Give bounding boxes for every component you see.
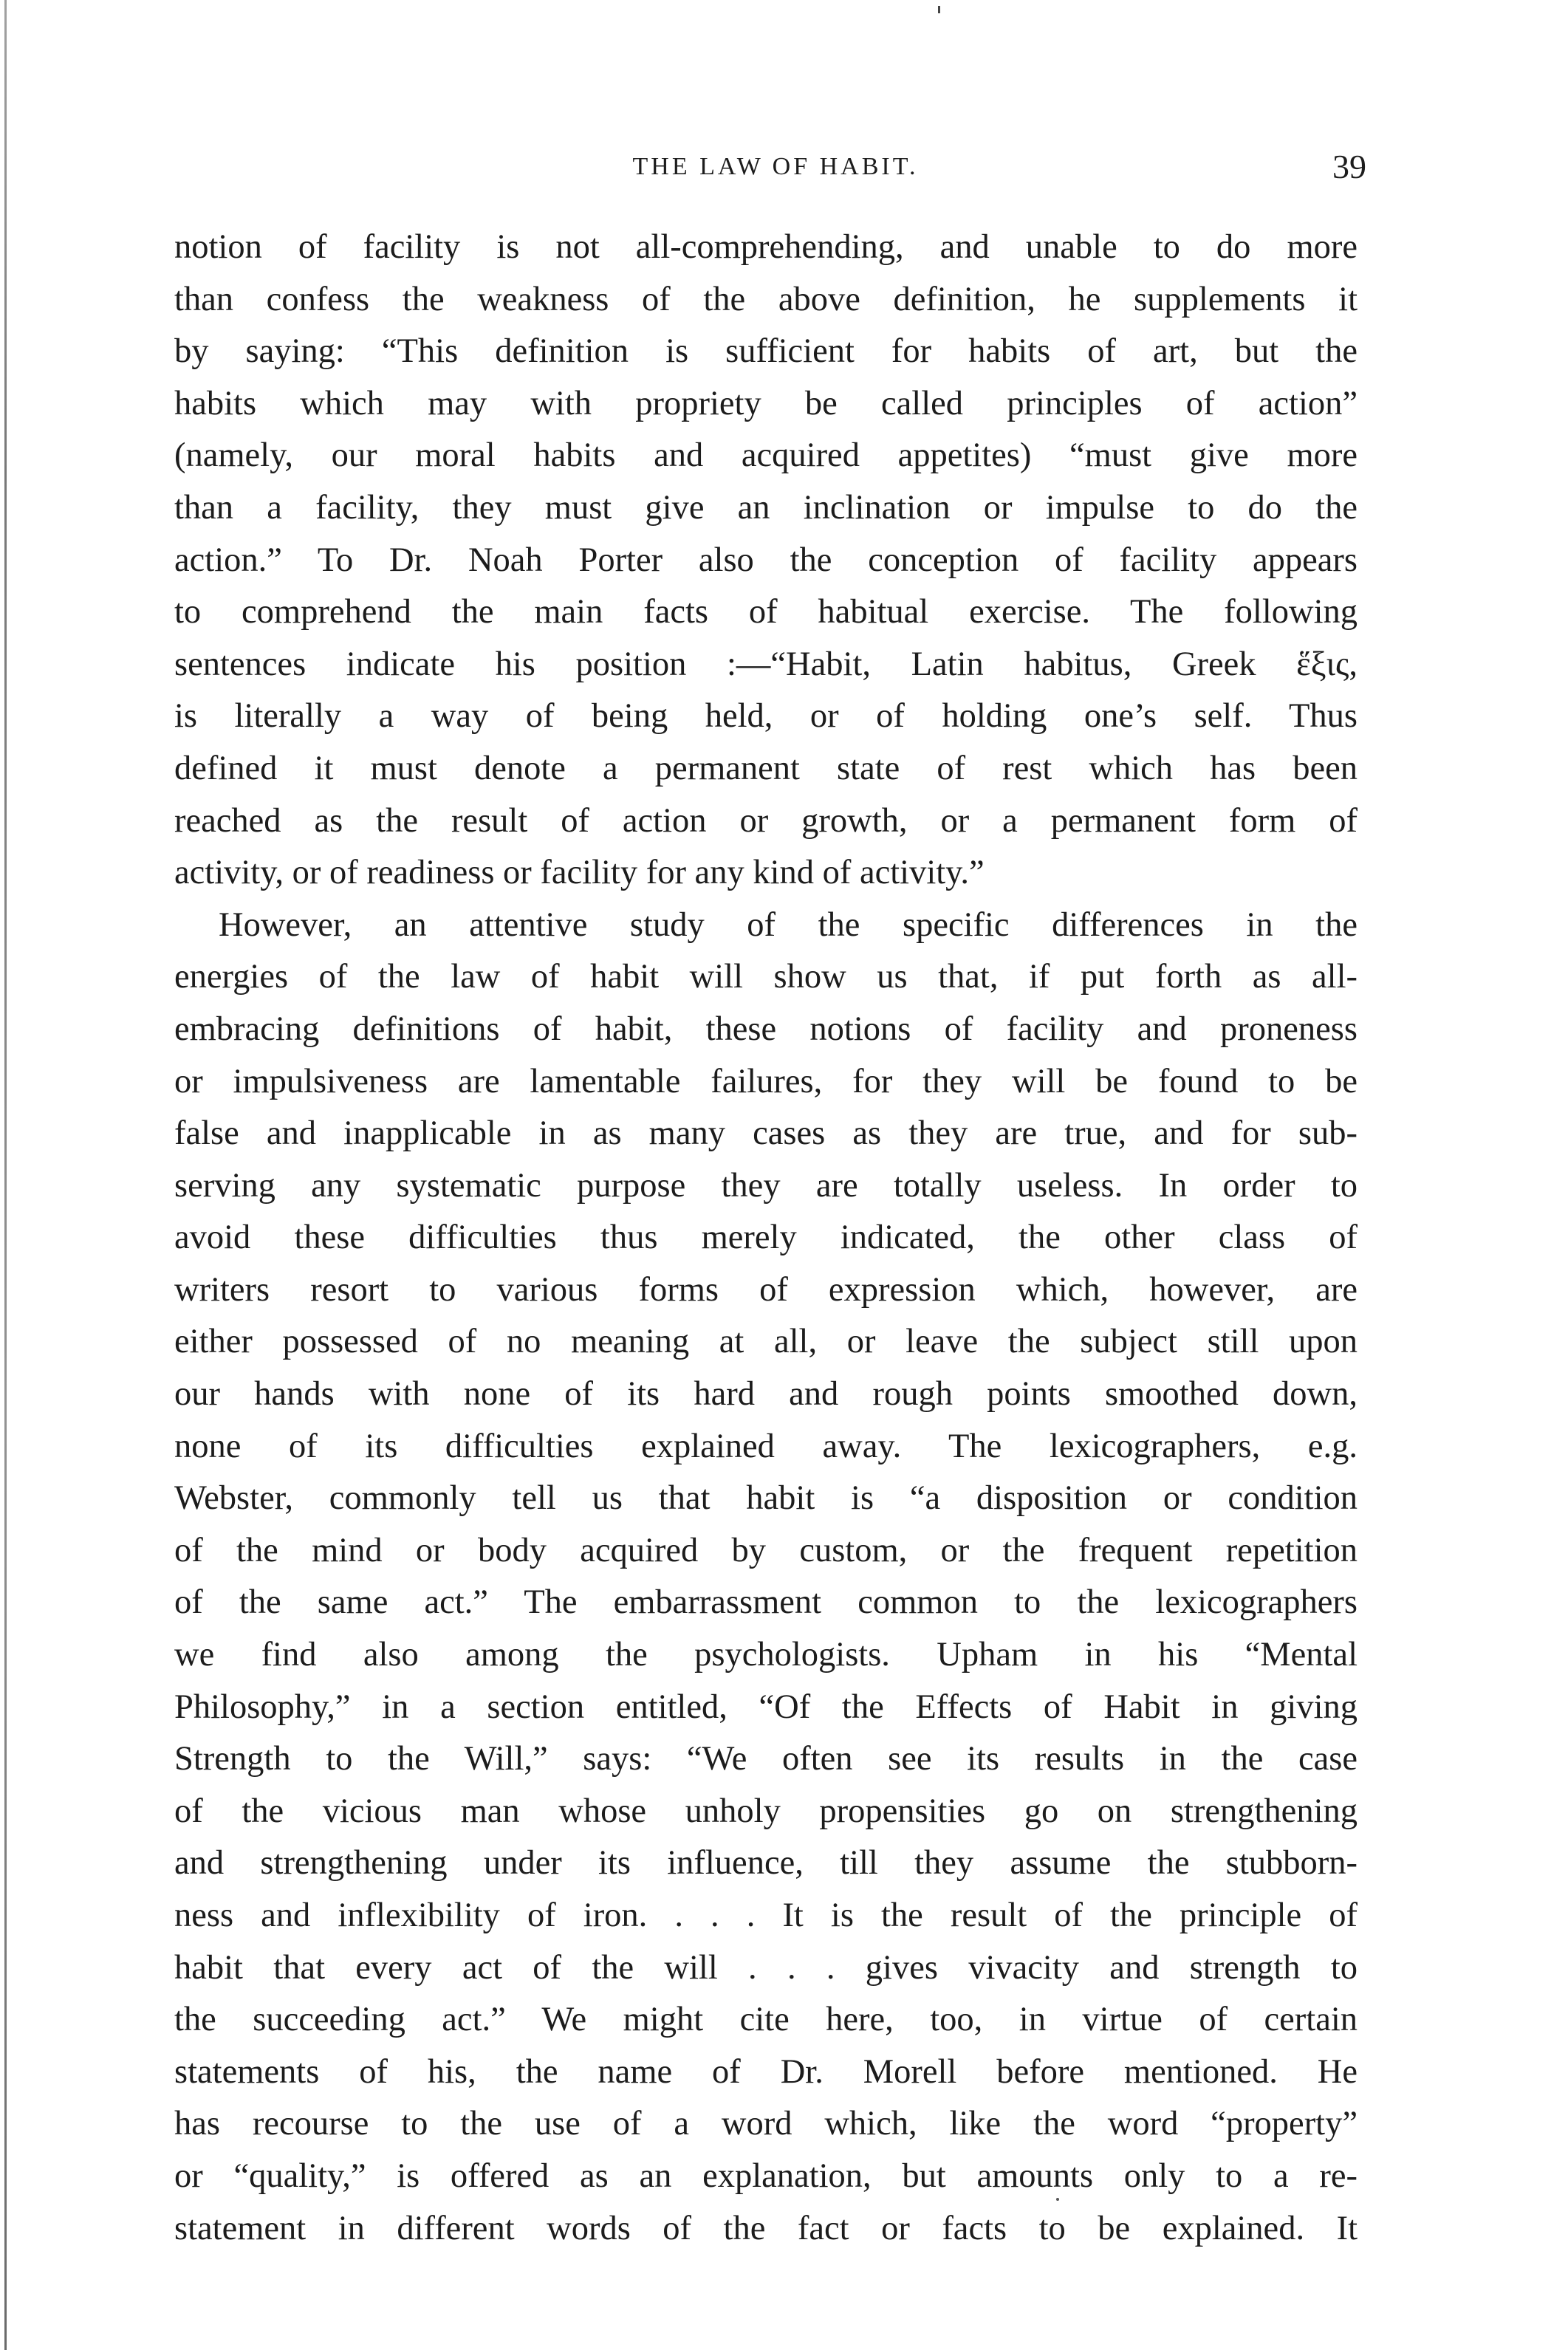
text-line: or “quality,” is offered as an explanation, but amounts only to a re- [174,2157,1358,2195]
text-line: of the vicious man whose unholy propensities go on strengthening [174,1792,1358,1830]
text-line: serving any systematic purpose they are totally useless. In order to [174,1166,1358,1205]
body-text [174,222,1358,2255]
text-line: reached as the result of action or growth, or a permanent form of [174,801,1358,840]
running-head-title: THE LAW OF HABIT. [632,153,919,180]
text-line: Strength to the Will,” says: “We often see its results in the case [174,1740,1358,1778]
text-line: statement in different words of the fact or facts to be explained. It [174,2209,1358,2247]
text-line: and strengthening under its influence, till they assume the stubborn- [174,1844,1358,1883]
text-line: false and inapplicable in as many cases as they are true, and for sub- [174,1114,1358,1153]
text-line: ness and inflexibility of iron. . . . It is the result of the principle of [174,1897,1358,1934]
text-line: defined it must denote a permanent state of rest which has been [174,749,1358,787]
text-line: writers resort to various forms of expression which, however, are [174,1270,1358,1309]
running-head [0,145,1568,189]
text-line: Philosophy,” in a section entitled, “Of the Effects of Habit in giving [174,1688,1358,1726]
text-line: energies of the law of habit will show us that, if put forth as all- [174,958,1358,996]
text-line: to comprehend the main facts of habitual exercise. The following [174,593,1358,631]
text-line: is literally a way of being held, or of holding one’s self. Thus [174,697,1358,736]
text-line: or impulsiveness are lamentable failures, for they will be found to be [174,1062,1358,1100]
text-line: (namely, our moral habits and acquired appetites) “must give more [174,436,1358,475]
text-line: activity, or of readiness or facility for any kind of activity.” [174,854,985,892]
text-line: avoid these difficulties thus merely indicated, the other class of [174,1219,1358,1257]
text-line: either possessed of no meaning at all, or leave the subject still upon [174,1323,1358,1361]
paragraph-start-line: However, an attentive study of the specific differences in the [219,905,1358,944]
scan-speck [938,6,940,13]
text-line: Webster, commonly tell us that habit is “a disposition or condition [174,1479,1358,1518]
text-line: sentences indicate his position :—“Habit, Latin habitus, Greek ἕξις, [174,645,1358,683]
text-line: statements of his, the name of Dr. Morell before mentioned. He [174,2052,1358,2091]
text-line: habits which may with propriety be called principles of action” [174,384,1358,422]
text-line: action.” To Dr. Noah Porter also the conception of facility appears [174,541,1358,579]
text-line: habit that every act of the will . . . gives vivacity and strength to [174,1948,1358,1987]
text-line: notion of facility is not all-comprehending, and unable to do more [174,228,1358,266]
text-line: the succeeding act.” We might cite here, too, in virtue of certain [174,2001,1358,2039]
text-line: than a facility, they must give an inclination or impulse to do the [174,488,1358,527]
scan-edge [4,0,7,2350]
text-line: than confess the weakness of the above definition, he supplements it [174,280,1358,318]
text-line: embracing definitions of habit, these notions of facility and proneness [174,1010,1358,1048]
text-line: has recourse to the use of a word which, like the word “property” [174,2105,1358,2143]
text-line: of the same act.” The embarrassment common to the lexicographers [174,1583,1358,1622]
text-line: we find also among the psychologists. Upham in his “Mental [174,1636,1358,1674]
text-line: of the mind or body acquired by custom, or the frequent repetition [174,1531,1358,1569]
text-line: our hands with none of its hard and rough points smoothed down, [174,1375,1358,1414]
page-number: 39 [1332,148,1366,185]
text-line: none of its difficulties explained away. The lexicographers, e.g. [174,1427,1358,1465]
text-line: by saying: “This definition is sufficient for habits of art, but the [174,332,1358,371]
